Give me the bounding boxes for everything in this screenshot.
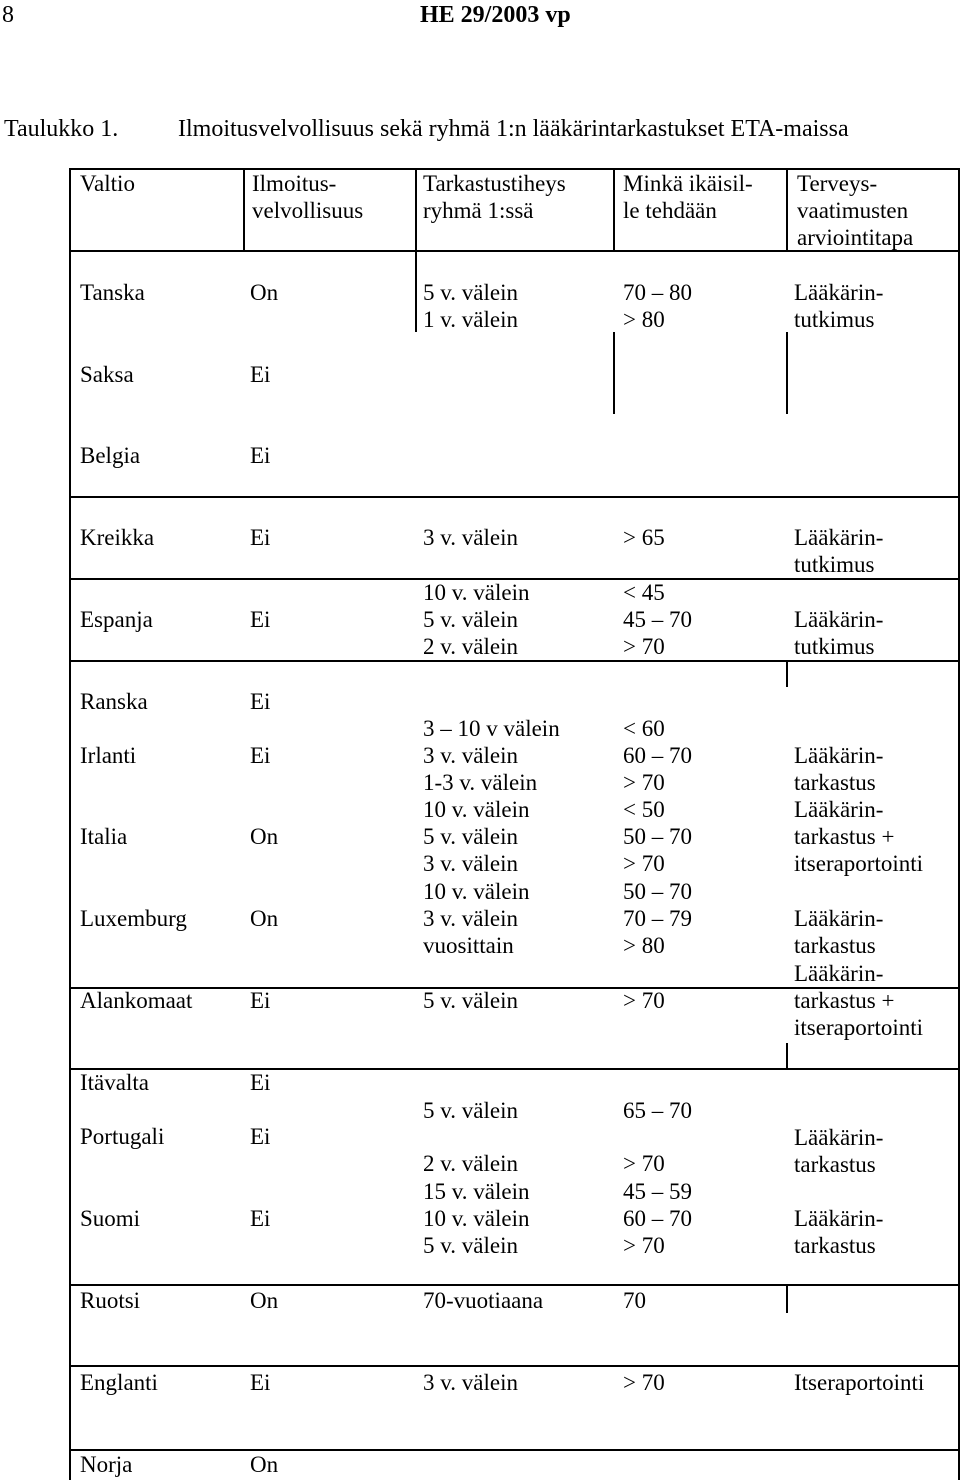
table-hline (69, 496, 960, 498)
method-cell: Lääkärin- (794, 797, 884, 822)
country-cell: Irlanti (80, 743, 137, 768)
duty-cell: Ei (250, 443, 271, 468)
frequency-cell: 3 v. välein (423, 851, 518, 876)
table-hline (69, 1068, 960, 1070)
age-cell: 60 – 70 (623, 1206, 692, 1231)
column-header: Tarkastustiheys (423, 171, 566, 196)
table-label: Taulukko 1. (4, 116, 119, 142)
table-vline (613, 332, 615, 414)
method-cell: itseraportointi (794, 1015, 924, 1040)
duty-cell: Ei (250, 362, 271, 387)
table-vline (786, 1043, 788, 1068)
country-cell: Saksa (80, 362, 134, 387)
column-header: Terveys- (797, 171, 878, 196)
method-cell: tarkastus (794, 933, 876, 958)
age-cell: > 70 (623, 1370, 665, 1395)
duty-cell: Ei (250, 689, 271, 714)
age-cell: > 70 (623, 1233, 665, 1258)
duty-cell: Ei (250, 743, 271, 768)
country-cell: Kreikka (80, 525, 155, 550)
table-vline (69, 168, 71, 1480)
frequency-cell: 3 v. välein (423, 525, 518, 550)
duty-cell: On (250, 906, 279, 931)
country-cell: Ranska (80, 689, 148, 714)
column-header: vaatimusten (797, 198, 909, 223)
frequency-cell: 10 v. välein (423, 797, 530, 822)
column-header: ryhmä 1:ssä (423, 198, 534, 223)
age-cell: > 70 (623, 770, 665, 795)
age-cell: > 80 (623, 307, 665, 332)
method-cell: Lääkärin- (794, 1206, 884, 1231)
method-cell: Lääkärin- (794, 906, 884, 931)
age-cell: 70 – 80 (623, 280, 692, 305)
frequency-cell: 5 v. välein (423, 1098, 518, 1123)
duty-cell: Ei (250, 607, 271, 632)
country-cell: Belgia (80, 443, 141, 468)
country-cell: Suomi (80, 1206, 141, 1231)
table-vline (243, 168, 245, 250)
table-title: Ilmoitusvelvollisuus sekä ryhmä 1:n lääkärintarkastukset ETA-maissa (178, 116, 849, 142)
age-cell: > 70 (623, 634, 665, 659)
duty-cell: Ei (250, 988, 271, 1013)
frequency-cell: 1-3 v. välein (423, 770, 538, 795)
frequency-cell: 5 v. välein (423, 280, 518, 305)
method-cell: tutkimus (794, 307, 875, 332)
frequency-cell: 10 v. välein (423, 1206, 530, 1231)
country-cell: Englanti (80, 1370, 158, 1395)
age-cell: < 45 (623, 580, 665, 605)
table-vline (786, 1286, 788, 1313)
age-cell: 50 – 70 (623, 879, 692, 904)
age-cell: 70 – 79 (623, 906, 692, 931)
country-cell: Portugali (80, 1124, 165, 1149)
table-vline (786, 168, 788, 250)
age-cell: 60 – 70 (623, 743, 692, 768)
duty-cell: On (250, 280, 279, 305)
country-cell: Italia (80, 824, 128, 849)
method-cell: Lääkärin- (794, 743, 884, 768)
duty-cell: Ei (250, 1124, 271, 1149)
country-cell: Luxemburg (80, 906, 187, 931)
column-header: Valtio (80, 171, 135, 196)
table-hline (69, 1284, 960, 1286)
column-header: le tehdään (623, 198, 717, 223)
column-header: Minkä ikäisil- (623, 171, 753, 196)
method-cell: tarkastus (794, 770, 876, 795)
table-vline (613, 168, 615, 250)
method-cell: tarkastus + (794, 824, 895, 849)
age-cell: > 80 (623, 933, 665, 958)
method-cell: tarkastus (794, 1152, 876, 1177)
frequency-cell: 3 v. välein (423, 1370, 518, 1395)
column-header: Ilmoitus- (252, 171, 337, 196)
document-id: HE 29/2003 vp (420, 2, 571, 28)
method-cell: tarkastus + (794, 988, 895, 1013)
country-cell: Alankomaat (80, 988, 193, 1013)
table-hline (69, 660, 960, 662)
age-cell: 50 – 70 (623, 824, 692, 849)
table-vline (415, 250, 417, 332)
frequency-cell: 15 v. välein (423, 1179, 530, 1204)
age-cell: > 65 (623, 525, 665, 550)
country-cell: Ruotsi (80, 1288, 141, 1313)
table-vline (786, 332, 788, 414)
age-cell: 70 (623, 1288, 646, 1313)
frequency-cell: 2 v. välein (423, 634, 518, 659)
frequency-cell: 5 v. välein (423, 824, 518, 849)
age-cell: 45 – 59 (623, 1179, 692, 1204)
duty-cell: On (250, 1288, 279, 1313)
duty-cell: Ei (250, 525, 271, 550)
duty-cell: Ei (250, 1370, 271, 1395)
column-header: arviointitapa (797, 225, 914, 250)
frequency-cell: 5 v. välein (423, 988, 518, 1013)
page-number: 8 (2, 2, 14, 28)
method-cell: tutkimus (794, 552, 875, 577)
age-cell: < 50 (623, 797, 665, 822)
duty-cell: Ei (250, 1206, 271, 1231)
country-cell: Espanja (80, 607, 153, 632)
frequency-cell: 2 v. välein (423, 1151, 518, 1176)
table-vline (415, 168, 417, 250)
column-header: velvollisuus (252, 198, 364, 223)
country-cell: Tanska (80, 280, 145, 305)
frequency-cell: 3 – 10 v välein (423, 716, 560, 741)
frequency-cell: 10 v. välein (423, 580, 530, 605)
method-cell: Lääkärin- (794, 280, 884, 305)
frequency-cell: 70-vuotiaana (423, 1288, 544, 1313)
frequency-cell: 1 v. välein (423, 307, 518, 332)
method-cell: tarkastus (794, 1233, 876, 1258)
country-cell: Itävalta (80, 1070, 149, 1095)
duty-cell: On (250, 824, 279, 849)
age-cell: > 70 (623, 851, 665, 876)
age-cell: 45 – 70 (623, 607, 692, 632)
age-cell: > 70 (623, 988, 665, 1013)
age-cell: > 70 (623, 1151, 665, 1176)
method-cell: Lääkärin- (794, 1125, 884, 1150)
age-cell: 65 – 70 (623, 1098, 692, 1123)
duty-cell: On (250, 1452, 279, 1477)
method-cell: itseraportointi (794, 851, 924, 876)
method-cell: Lääkärin- (794, 607, 884, 632)
frequency-cell: 10 v. välein (423, 879, 530, 904)
table-hline (69, 1365, 960, 1367)
age-cell: < 60 (623, 716, 665, 741)
table-hline (69, 1449, 960, 1451)
frequency-cell: vuosittain (423, 933, 514, 958)
method-cell: Itseraportointi (794, 1370, 925, 1395)
frequency-cell: 5 v. välein (423, 1233, 518, 1258)
table-vline (786, 660, 788, 687)
frequency-cell: 3 v. välein (423, 906, 518, 931)
method-cell: Lääkärin- (794, 961, 884, 986)
method-cell: tutkimus (794, 634, 875, 659)
frequency-cell: 5 v. välein (423, 607, 518, 632)
country-cell: Norja (80, 1452, 133, 1477)
duty-cell: Ei (250, 1070, 271, 1095)
frequency-cell: 3 v. välein (423, 743, 518, 768)
method-cell: Lääkärin- (794, 525, 884, 550)
